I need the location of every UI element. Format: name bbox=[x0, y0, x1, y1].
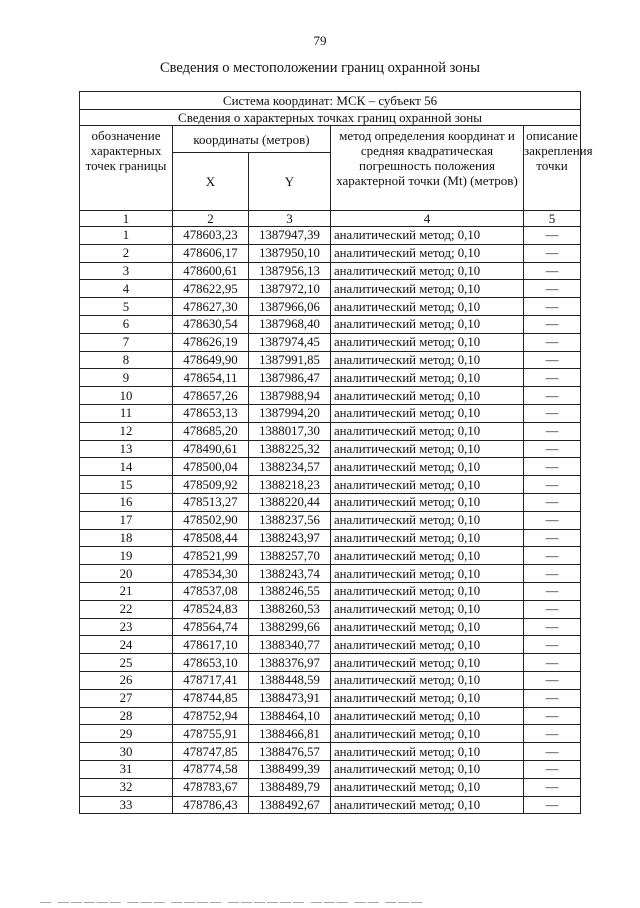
x-coordinate-cell: 478627,30 bbox=[173, 298, 249, 316]
table-row bbox=[80, 493, 581, 511]
table-row bbox=[80, 351, 581, 369]
description-cell: — bbox=[524, 404, 581, 422]
table-row bbox=[80, 725, 581, 743]
x-coordinate-cell: 478653,13 bbox=[173, 404, 249, 422]
x-coordinate-cell: 478513,27 bbox=[173, 493, 249, 511]
description-cell: — bbox=[524, 743, 581, 761]
boundary-points-table bbox=[79, 91, 593, 814]
description-cell: — bbox=[524, 280, 581, 298]
point-number-cell: 8 bbox=[80, 351, 173, 369]
table-row bbox=[80, 529, 581, 547]
table-row bbox=[80, 511, 581, 529]
x-coordinate-cell: 478622,95 bbox=[173, 280, 249, 298]
y-coordinate-cell: 1388218,23 bbox=[249, 476, 331, 494]
method-cell: аналитический метод; 0,10 bbox=[331, 778, 524, 796]
method-cell: аналитический метод; 0,10 bbox=[331, 725, 524, 743]
method-cell: аналитический метод; 0,10 bbox=[331, 422, 524, 440]
column-number-row bbox=[80, 211, 581, 227]
description-cell: — bbox=[524, 422, 581, 440]
column-number: 4 bbox=[331, 211, 524, 227]
point-number-cell: 25 bbox=[80, 654, 173, 672]
x-coordinate-cell: 478490,61 bbox=[173, 440, 249, 458]
x-coordinate-cell: 478500,04 bbox=[173, 458, 249, 476]
column-number: 1 bbox=[80, 211, 173, 227]
point-number-cell: 7 bbox=[80, 333, 173, 351]
x-coordinate-cell: 478747,85 bbox=[173, 743, 249, 761]
description-cell: — bbox=[524, 476, 581, 494]
description-cell: — bbox=[524, 778, 581, 796]
x-coordinate-cell: 478617,10 bbox=[173, 636, 249, 654]
description-cell: — bbox=[524, 333, 581, 351]
y-coordinate-cell: 1387994,20 bbox=[249, 404, 331, 422]
header-point-designation: обозначение характерных точек границы bbox=[80, 126, 173, 211]
method-cell: аналитический метод; 0,10 bbox=[331, 315, 524, 333]
x-coordinate-cell: 478600,61 bbox=[173, 262, 249, 280]
header-coordinates: координаты (метров) bbox=[173, 126, 331, 153]
point-number-cell: 2 bbox=[80, 244, 173, 262]
y-coordinate-cell: 1388299,66 bbox=[249, 618, 331, 636]
table-row bbox=[80, 369, 581, 387]
table-row bbox=[80, 333, 581, 351]
description-cell: — bbox=[524, 618, 581, 636]
y-coordinate-cell: 1388448,59 bbox=[249, 671, 331, 689]
description-cell: — bbox=[524, 227, 581, 245]
header-y: Y bbox=[249, 153, 331, 211]
y-coordinate-cell: 1388340,77 bbox=[249, 636, 331, 654]
table-row bbox=[80, 404, 581, 422]
description-cell: — bbox=[524, 636, 581, 654]
y-coordinate-cell: 1388376,97 bbox=[249, 654, 331, 672]
method-cell: аналитический метод; 0,10 bbox=[331, 369, 524, 387]
y-coordinate-cell: 1388473,91 bbox=[249, 689, 331, 707]
x-coordinate-cell: 478783,67 bbox=[173, 778, 249, 796]
method-cell: аналитический метод; 0,10 bbox=[331, 529, 524, 547]
table-row bbox=[80, 387, 581, 405]
table-row bbox=[80, 458, 581, 476]
point-number-cell: 30 bbox=[80, 743, 173, 761]
y-coordinate-cell: 1387972,10 bbox=[249, 280, 331, 298]
y-coordinate-cell: 1387950,10 bbox=[249, 244, 331, 262]
table-row bbox=[80, 280, 581, 298]
description-cell: — bbox=[524, 529, 581, 547]
header-x: X bbox=[173, 153, 249, 211]
point-number-cell: 33 bbox=[80, 796, 173, 814]
x-coordinate-cell: 478521,99 bbox=[173, 547, 249, 565]
description-cell: — bbox=[524, 725, 581, 743]
description-cell: — bbox=[524, 796, 581, 814]
point-number-cell: 10 bbox=[80, 387, 173, 405]
point-number-cell: 23 bbox=[80, 618, 173, 636]
table-row bbox=[80, 262, 581, 280]
point-number-cell: 26 bbox=[80, 671, 173, 689]
point-number-cell: 3 bbox=[80, 262, 173, 280]
method-cell: аналитический метод; 0,10 bbox=[331, 760, 524, 778]
table-row bbox=[80, 422, 581, 440]
table-row bbox=[80, 636, 581, 654]
point-number-cell: 24 bbox=[80, 636, 173, 654]
y-coordinate-cell: 1388464,10 bbox=[249, 707, 331, 725]
method-cell: аналитический метод; 0,10 bbox=[331, 582, 524, 600]
table-row bbox=[80, 618, 581, 636]
point-number-cell: 29 bbox=[80, 725, 173, 743]
table-row bbox=[80, 671, 581, 689]
method-cell: аналитический метод; 0,10 bbox=[331, 707, 524, 725]
table-row bbox=[80, 547, 581, 565]
table-row bbox=[80, 227, 581, 245]
x-coordinate-cell: 478534,30 bbox=[173, 565, 249, 583]
description-cell: — bbox=[524, 458, 581, 476]
method-cell: аналитический метод; 0,10 bbox=[331, 476, 524, 494]
method-cell: аналитический метод; 0,10 bbox=[331, 262, 524, 280]
method-cell: аналитический метод; 0,10 bbox=[331, 351, 524, 369]
point-number-cell: 32 bbox=[80, 778, 173, 796]
description-cell: — bbox=[524, 262, 581, 280]
x-coordinate-cell: 478786,43 bbox=[173, 796, 249, 814]
header-description: описание закрепления точки bbox=[524, 126, 581, 211]
x-coordinate-cell: 478649,90 bbox=[173, 351, 249, 369]
x-coordinate-cell: 478630,54 bbox=[173, 315, 249, 333]
x-coordinate-cell: 478502,90 bbox=[173, 511, 249, 529]
document-title: Сведения о местоположении границ охранной зоны bbox=[159, 60, 480, 76]
point-number-cell: 15 bbox=[80, 476, 173, 494]
point-number-cell: 14 bbox=[80, 458, 173, 476]
method-cell: аналитический метод; 0,10 bbox=[331, 796, 524, 814]
column-number: 2 bbox=[173, 211, 249, 227]
y-coordinate-cell: 1387986,47 bbox=[249, 369, 331, 387]
y-coordinate-cell: 1387988,94 bbox=[249, 387, 331, 405]
x-coordinate-cell: 478717,41 bbox=[173, 671, 249, 689]
point-number-cell: 11 bbox=[80, 404, 173, 422]
column-number: 3 bbox=[249, 211, 331, 227]
method-cell: аналитический метод; 0,10 bbox=[331, 511, 524, 529]
point-number-cell: 4 bbox=[80, 280, 173, 298]
y-coordinate-cell: 1388466,81 bbox=[249, 725, 331, 743]
y-coordinate-cell: 1388225,32 bbox=[249, 440, 331, 458]
column-number: 5 bbox=[524, 211, 581, 227]
description-cell: — bbox=[524, 440, 581, 458]
point-number-cell: 28 bbox=[80, 707, 173, 725]
table-row bbox=[80, 244, 581, 262]
coordinate-system-caption: Система координат: МСК – субъект 56 bbox=[80, 92, 581, 110]
method-cell: аналитический метод; 0,10 bbox=[331, 600, 524, 618]
y-coordinate-cell: 1388489,79 bbox=[249, 778, 331, 796]
method-cell: аналитический метод; 0,10 bbox=[331, 547, 524, 565]
x-coordinate-cell: 478654,11 bbox=[173, 369, 249, 387]
y-coordinate-cell: 1387966,06 bbox=[249, 298, 331, 316]
method-cell: аналитический метод; 0,10 bbox=[331, 618, 524, 636]
description-cell: — bbox=[524, 707, 581, 725]
point-number-cell: 27 bbox=[80, 689, 173, 707]
description-cell: — bbox=[524, 689, 581, 707]
table-row bbox=[80, 760, 581, 778]
description-cell: — bbox=[524, 760, 581, 778]
section-caption: Сведения о характерных точках границ охранной зоны bbox=[80, 110, 581, 126]
table-row bbox=[80, 582, 581, 600]
table-row bbox=[80, 796, 581, 814]
method-cell: аналитический метод; 0,10 bbox=[331, 671, 524, 689]
y-coordinate-cell: 1387991,85 bbox=[249, 351, 331, 369]
method-cell: аналитический метод; 0,10 bbox=[331, 298, 524, 316]
y-coordinate-cell: 1388492,67 bbox=[249, 796, 331, 814]
x-coordinate-cell: 478564,74 bbox=[173, 618, 249, 636]
method-cell: аналитический метод; 0,10 bbox=[331, 244, 524, 262]
x-coordinate-cell: 478508,44 bbox=[173, 529, 249, 547]
y-coordinate-cell: 1387947,39 bbox=[249, 227, 331, 245]
method-cell: аналитический метод; 0,10 bbox=[331, 565, 524, 583]
header-method: метод определения координат и средняя квадратическая погрешность положения характерной точки (Mt) (метров) bbox=[331, 126, 524, 211]
method-cell: аналитический метод; 0,10 bbox=[331, 387, 524, 405]
description-cell: — bbox=[524, 298, 581, 316]
description-cell: — bbox=[524, 387, 581, 405]
description-cell: — bbox=[524, 493, 581, 511]
table-row bbox=[80, 778, 581, 796]
description-cell: — bbox=[524, 244, 581, 262]
table-row bbox=[80, 315, 581, 333]
y-coordinate-cell: 1387968,40 bbox=[249, 315, 331, 333]
method-cell: аналитический метод; 0,10 bbox=[331, 743, 524, 761]
x-coordinate-cell: 478509,92 bbox=[173, 476, 249, 494]
method-cell: аналитический метод; 0,10 bbox=[331, 280, 524, 298]
point-number-cell: 18 bbox=[80, 529, 173, 547]
method-cell: аналитический метод; 0,10 bbox=[331, 404, 524, 422]
x-coordinate-cell: 478752,94 bbox=[173, 707, 249, 725]
point-number-cell: 1 bbox=[80, 227, 173, 245]
cut-off-footer-text: — ————— ——— ———— —————— ——— —— ——— bbox=[40, 896, 425, 908]
point-number-cell: 12 bbox=[80, 422, 173, 440]
point-number-cell: 22 bbox=[80, 600, 173, 618]
y-coordinate-cell: 1388246,55 bbox=[249, 582, 331, 600]
point-number-cell: 13 bbox=[80, 440, 173, 458]
x-coordinate-cell: 478657,26 bbox=[173, 387, 249, 405]
y-coordinate-cell: 1388220,44 bbox=[249, 493, 331, 511]
table-row bbox=[80, 654, 581, 672]
method-cell: аналитический метод; 0,10 bbox=[331, 689, 524, 707]
x-coordinate-cell: 478755,91 bbox=[173, 725, 249, 743]
y-coordinate-cell: 1388260,53 bbox=[249, 600, 331, 618]
x-coordinate-cell: 478626,19 bbox=[173, 333, 249, 351]
table-row bbox=[80, 600, 581, 618]
description-cell: — bbox=[524, 351, 581, 369]
point-number-cell: 20 bbox=[80, 565, 173, 583]
y-coordinate-cell: 1388234,57 bbox=[249, 458, 331, 476]
point-number-cell: 6 bbox=[80, 315, 173, 333]
x-coordinate-cell: 478774,58 bbox=[173, 760, 249, 778]
table-row bbox=[80, 440, 581, 458]
x-coordinate-cell: 478653,10 bbox=[173, 654, 249, 672]
point-number-cell: 21 bbox=[80, 582, 173, 600]
y-coordinate-cell: 1387974,45 bbox=[249, 333, 331, 351]
table-row bbox=[80, 565, 581, 583]
y-coordinate-cell: 1388237,56 bbox=[249, 511, 331, 529]
x-coordinate-cell: 478524,83 bbox=[173, 600, 249, 618]
x-coordinate-cell: 478744,85 bbox=[173, 689, 249, 707]
method-cell: аналитический метод; 0,10 bbox=[331, 654, 524, 672]
method-cell: аналитический метод; 0,10 bbox=[331, 440, 524, 458]
y-coordinate-cell: 1388017,30 bbox=[249, 422, 331, 440]
table-row bbox=[80, 298, 581, 316]
x-coordinate-cell: 478603,23 bbox=[173, 227, 249, 245]
x-coordinate-cell: 478606,17 bbox=[173, 244, 249, 262]
description-cell: — bbox=[524, 671, 581, 689]
table-row bbox=[80, 707, 581, 725]
table-row bbox=[80, 689, 581, 707]
y-coordinate-cell: 1388476,57 bbox=[249, 743, 331, 761]
y-coordinate-cell: 1388257,70 bbox=[249, 547, 331, 565]
point-number-cell: 19 bbox=[80, 547, 173, 565]
y-coordinate-cell: 1388243,74 bbox=[249, 565, 331, 583]
description-cell: — bbox=[524, 369, 581, 387]
description-cell: — bbox=[524, 654, 581, 672]
x-coordinate-cell: 478685,20 bbox=[173, 422, 249, 440]
y-coordinate-cell: 1387956,13 bbox=[249, 262, 331, 280]
table-row bbox=[80, 743, 581, 761]
table-row bbox=[80, 476, 581, 494]
method-cell: аналитический метод; 0,10 bbox=[331, 333, 524, 351]
method-cell: аналитический метод; 0,10 bbox=[331, 458, 524, 476]
description-cell: — bbox=[524, 600, 581, 618]
point-number-cell: 31 bbox=[80, 760, 173, 778]
y-coordinate-cell: 1388243,97 bbox=[249, 529, 331, 547]
description-cell: — bbox=[524, 547, 581, 565]
y-coordinate-cell: 1388499,39 bbox=[249, 760, 331, 778]
point-number-cell: 5 bbox=[80, 298, 173, 316]
x-coordinate-cell: 478537,08 bbox=[173, 582, 249, 600]
page-number: 79 bbox=[313, 33, 327, 48]
point-number-cell: 17 bbox=[80, 511, 173, 529]
description-cell: — bbox=[524, 315, 581, 333]
description-cell: — bbox=[524, 565, 581, 583]
point-number-cell: 16 bbox=[80, 493, 173, 511]
method-cell: аналитический метод; 0,10 bbox=[331, 493, 524, 511]
method-cell: аналитический метод; 0,10 bbox=[331, 636, 524, 654]
description-cell: — bbox=[524, 511, 581, 529]
description-cell: — bbox=[524, 582, 581, 600]
method-cell: аналитический метод; 0,10 bbox=[331, 227, 524, 245]
point-number-cell: 9 bbox=[80, 369, 173, 387]
